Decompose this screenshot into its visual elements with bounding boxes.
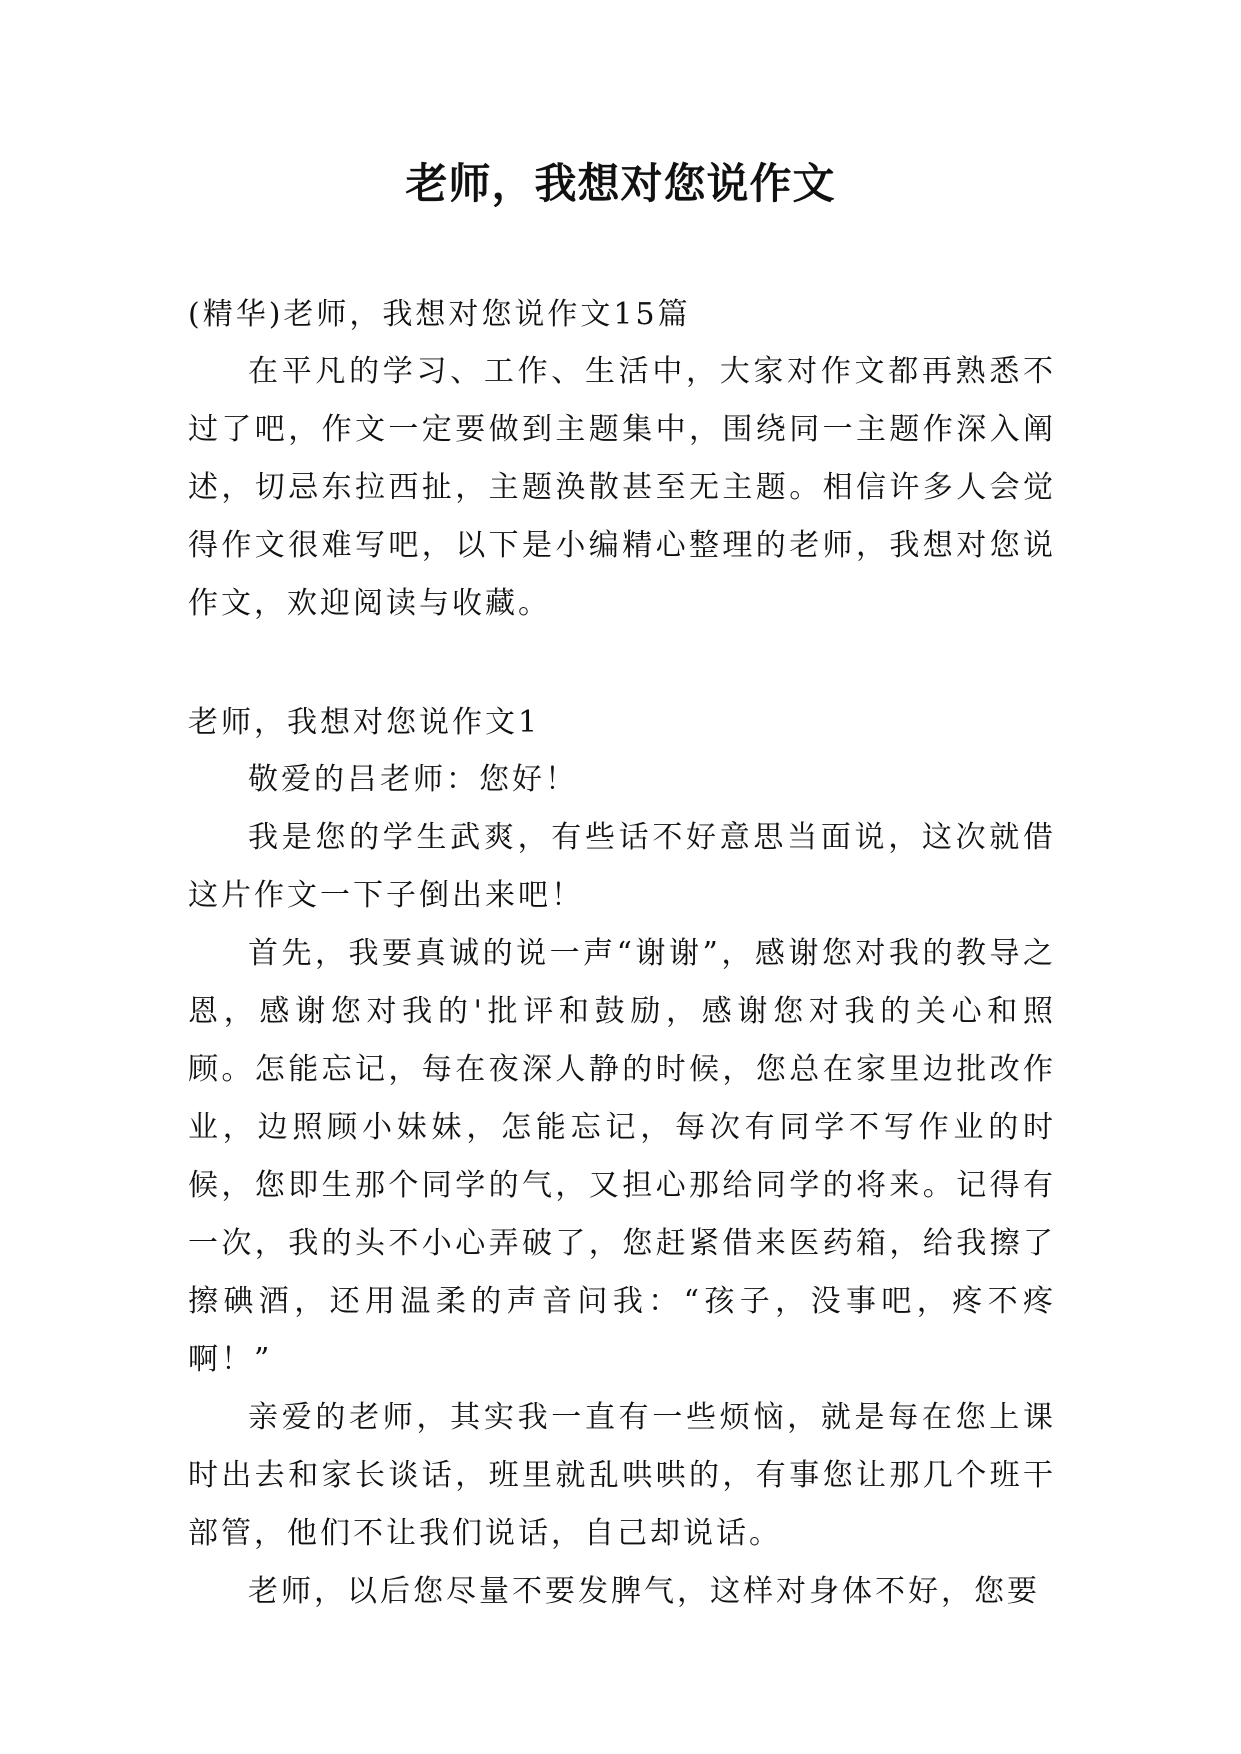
- intro-paragraph-block: [188, 343, 1056, 633]
- essay-body: [188, 751, 1056, 1621]
- body-paragraph: 亲爱的老师，其实我一直有一些烦恼，就是每在您上课时出去和家长谈话，班里就乱哄哄的，有事您让那几个班干部管，他们不让我们说话，自己却说话。: [188, 1400, 1056, 1551]
- intro-paragraph: 在平凡的学习、工作、生活中，大家对作文都再熟悉不过了吧，作文一定要做到主题集中，围绕同一主题作深入阐述，切忌东拉西扯，主题涣散甚至无主题。相信许多人会觉得作文很难写吧，以下是小编精心整理的老师，我想对您说作文，欢迎阅读与收藏。: [188, 354, 1056, 621]
- section-heading-block: [188, 694, 1056, 752]
- document-title: 老师，我想对您说作文: [405, 159, 836, 208]
- body-paragraph: 我是您的学生武爽，有些话不好意思当面说，这次就借这片作文一下子倒出来吧！: [188, 820, 1056, 913]
- subtitle-text: (精华)老师，我想对您说作文15篇: [188, 297, 691, 332]
- body-paragraph: 老师，以后您尽量不要发脾气，这样对身体不好，您要: [248, 1574, 1040, 1609]
- document-subtitle: [188, 286, 1056, 344]
- body-paragraph: 敬爱的吕老师：您好！: [248, 762, 578, 797]
- body-paragraph: 首先，我要真诚的说一声“谢谢”，感谢您对我的教导之恩，感谢您对我的'批评和鼓励，感谢您对我的关心和照顾。怎能忘记，每在夜深人静的时候，您总在家里边批改作业，边照顾小妹妹，怎能忘记，每次有同学不写作业的时候，您即生那个同学的气，又担心那给同学的将来。记得有一次，我的头不小心弄破了，您赶紧借来医药箱，给我擦了擦碘酒，还用温柔的声音问我：“孩子，没事吧，疼不疼啊！”: [188, 936, 1056, 1377]
- section-heading: 老师，我想对您说作文1: [188, 705, 541, 740]
